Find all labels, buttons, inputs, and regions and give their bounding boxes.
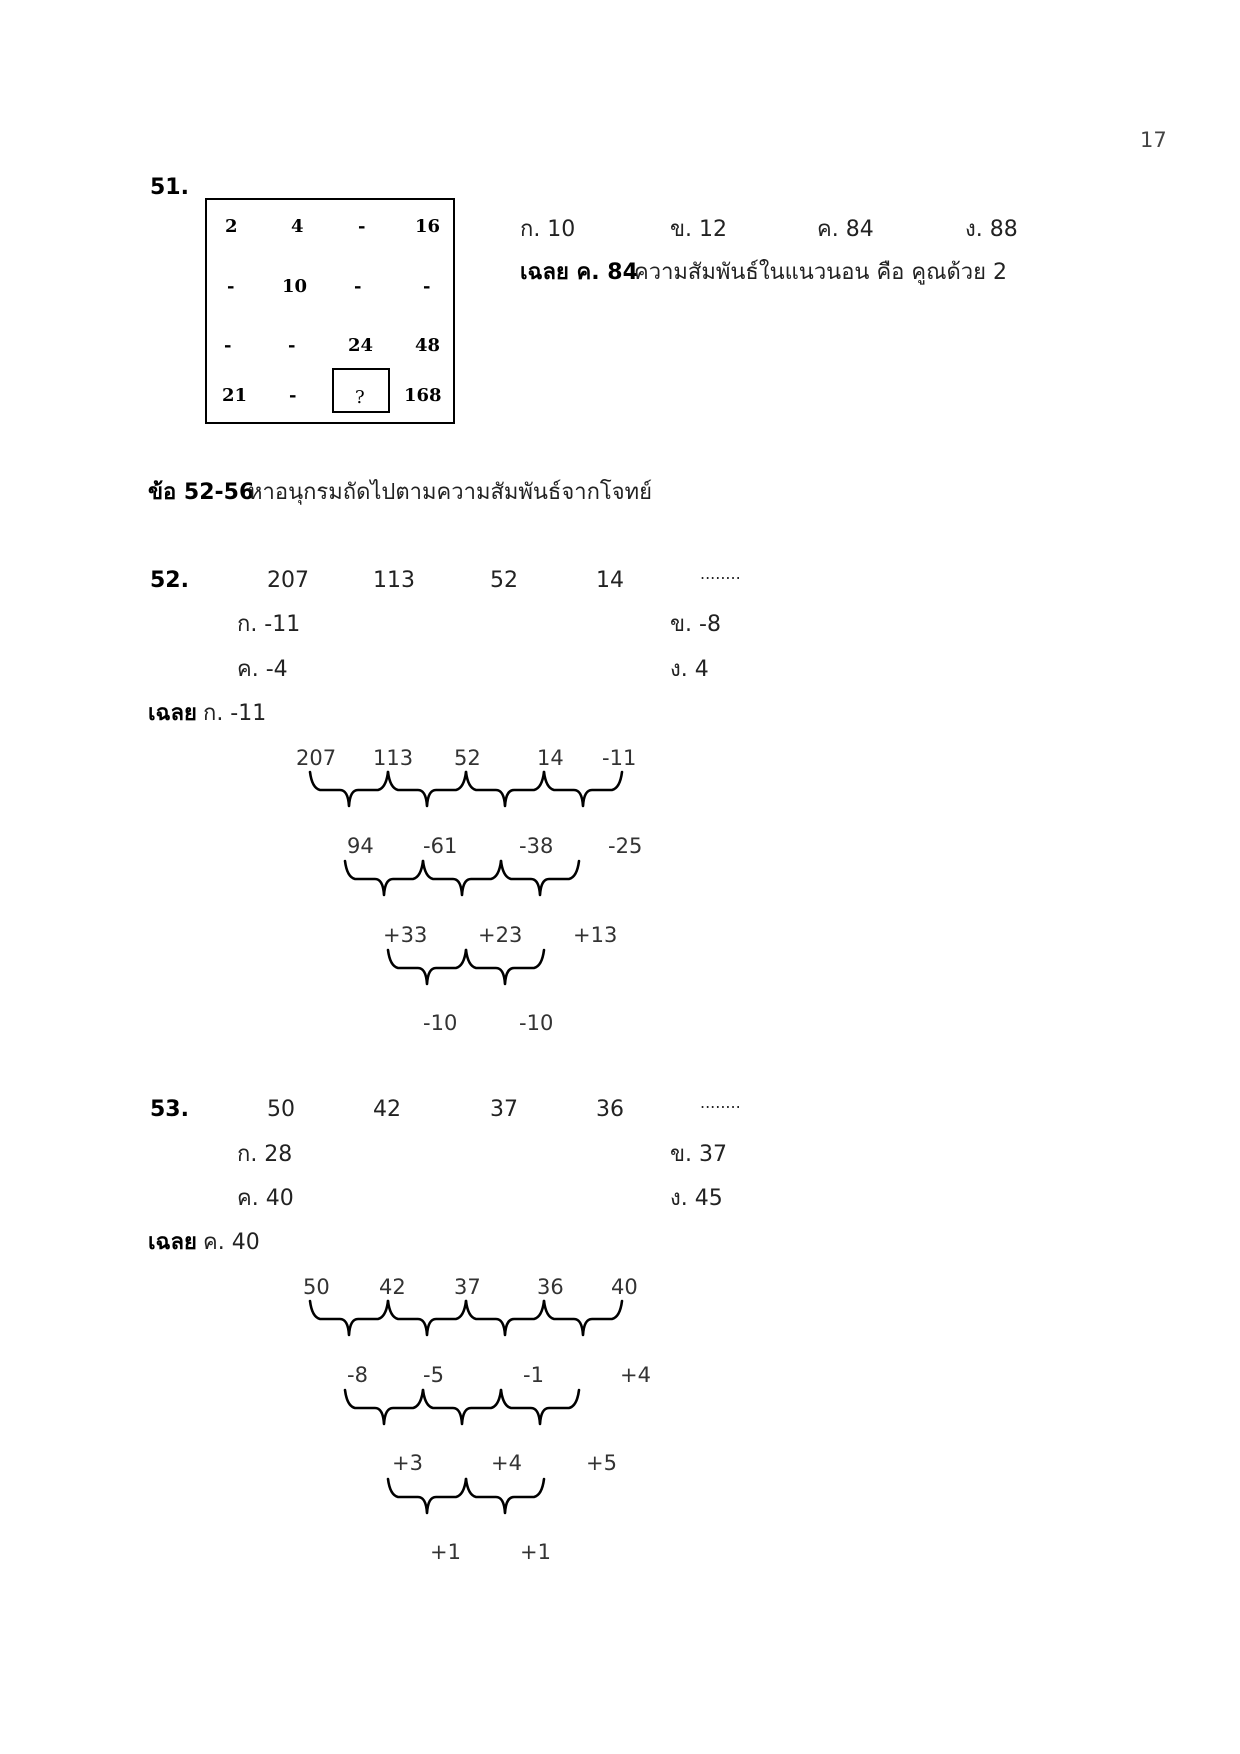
curly-brace bbox=[466, 950, 544, 984]
diagram-number: -10 bbox=[423, 1011, 458, 1035]
curly-brace bbox=[388, 1479, 466, 1513]
diagram-number: +4 bbox=[620, 1363, 651, 1387]
curly-brace bbox=[466, 1301, 544, 1335]
q52-choice: ก. -11 bbox=[237, 612, 301, 637]
grid-cell: 16 bbox=[415, 216, 441, 237]
curly-brace bbox=[423, 1390, 501, 1424]
q52-number: 52. bbox=[150, 568, 189, 593]
q51-choice: ง. 88 bbox=[965, 217, 1018, 242]
page-number: 17 bbox=[1140, 128, 1167, 152]
grid-cell: 2 bbox=[225, 216, 238, 237]
curly-brace bbox=[388, 772, 466, 806]
q53-answer-value: ค. 40 bbox=[203, 1230, 260, 1255]
diagram-number: +13 bbox=[573, 923, 618, 947]
section-label: ข้อ 52-56 bbox=[148, 480, 255, 505]
grid-cell: 48 bbox=[415, 335, 441, 356]
q53-number: 53. bbox=[150, 1097, 189, 1122]
curly-brace bbox=[310, 772, 388, 806]
grid-cell: 4 bbox=[291, 216, 304, 237]
q53-choice: ค. 40 bbox=[237, 1186, 294, 1211]
curly-brace bbox=[501, 1390, 579, 1424]
q53-answer-label: เฉลย bbox=[148, 1230, 197, 1255]
q53-choice: ก. 28 bbox=[237, 1142, 293, 1167]
q52-choice: ง. 4 bbox=[670, 657, 709, 682]
grid-cell: - bbox=[423, 276, 431, 297]
q52-term: 207 bbox=[267, 568, 309, 593]
curly-brace bbox=[345, 861, 423, 895]
brace-row bbox=[310, 1299, 630, 1339]
section-text: หาอนุกรมถัดไปตามความสัมพันธ์จากโจทย์ bbox=[248, 480, 653, 505]
diagram-number: 94 bbox=[347, 834, 374, 858]
curly-brace bbox=[501, 861, 579, 895]
curly-brace bbox=[388, 1301, 466, 1335]
curly-brace bbox=[544, 1301, 622, 1335]
q51-choice: ก. 10 bbox=[520, 217, 576, 242]
diagram-number: 50 bbox=[303, 1275, 330, 1299]
grid-cell: - bbox=[289, 385, 297, 406]
q53-term: 36 bbox=[596, 1097, 624, 1122]
q53-choice: ข. 37 bbox=[670, 1142, 728, 1167]
brace-row bbox=[345, 1388, 595, 1428]
diagram-number: 52 bbox=[454, 746, 481, 770]
diagram-number: -5 bbox=[423, 1363, 444, 1387]
q51-answer-text: ความสัมพันธ์ในแนวนอน คือ คูณด้วย 2 bbox=[634, 260, 1008, 285]
q53-blank: ........ bbox=[700, 1093, 741, 1112]
diagram-number: +1 bbox=[520, 1540, 551, 1564]
curly-brace bbox=[544, 772, 622, 806]
grid-cell: 168 bbox=[404, 385, 442, 406]
q52-blank: ........ bbox=[700, 564, 741, 583]
diagram-number: -10 bbox=[519, 1011, 554, 1035]
diagram-number: +5 bbox=[586, 1451, 617, 1475]
q51-number: 51. bbox=[150, 175, 189, 200]
q51-choice: ค. 84 bbox=[817, 217, 874, 242]
q53-choice: ง. 45 bbox=[670, 1186, 723, 1211]
grid-cell-question: ? bbox=[355, 387, 365, 408]
q52-term: 14 bbox=[596, 568, 624, 593]
diagram-number: 14 bbox=[537, 746, 564, 770]
q53-term: 50 bbox=[267, 1097, 295, 1122]
diagram-number: +33 bbox=[383, 923, 428, 947]
curly-brace bbox=[466, 772, 544, 806]
q52-term: 113 bbox=[373, 568, 415, 593]
q51-answer-label: เฉลย ค. 84 bbox=[520, 260, 638, 285]
diagram-number: 40 bbox=[611, 1275, 638, 1299]
diagram-number: 37 bbox=[454, 1275, 481, 1299]
q52-choice: ค. -4 bbox=[237, 657, 288, 682]
q53-term: 42 bbox=[373, 1097, 401, 1122]
curly-brace bbox=[388, 950, 466, 984]
grid-cell: - bbox=[288, 335, 296, 356]
grid-cell: - bbox=[358, 216, 366, 237]
diagram-number: -61 bbox=[423, 834, 458, 858]
diagram-number: -8 bbox=[347, 1363, 368, 1387]
brace-row bbox=[388, 948, 558, 988]
diagram-number: +23 bbox=[478, 923, 523, 947]
brace-row bbox=[388, 1477, 558, 1517]
diagram-number: 42 bbox=[379, 1275, 406, 1299]
brace-row bbox=[345, 859, 595, 899]
curly-brace bbox=[423, 861, 501, 895]
q52-choice: ข. -8 bbox=[670, 612, 721, 637]
diagram-number: +1 bbox=[430, 1540, 461, 1564]
q52-answer-value: ก. -11 bbox=[203, 701, 267, 726]
diagram-number: -38 bbox=[519, 834, 554, 858]
diagram-number: +3 bbox=[392, 1451, 423, 1475]
diagram-number: 113 bbox=[373, 746, 414, 770]
grid-cell: - bbox=[227, 276, 235, 297]
diagram-number: 36 bbox=[537, 1275, 564, 1299]
q52-answer-label: เฉลย bbox=[148, 701, 197, 726]
diagram-number: -25 bbox=[608, 834, 643, 858]
q53-term: 37 bbox=[490, 1097, 518, 1122]
diagram-number: 207 bbox=[296, 746, 337, 770]
grid-cell: 10 bbox=[282, 276, 308, 297]
grid-cell: 24 bbox=[348, 335, 374, 356]
grid-cell: - bbox=[354, 276, 362, 297]
curly-brace bbox=[310, 1301, 388, 1335]
diagram-number: -1 bbox=[523, 1363, 544, 1387]
diagram-number: -11 bbox=[602, 746, 637, 770]
curly-brace bbox=[345, 1390, 423, 1424]
diagram-number: +4 bbox=[491, 1451, 522, 1475]
curly-brace bbox=[466, 1479, 544, 1513]
brace-row bbox=[310, 770, 630, 810]
q51-choice: ข. 12 bbox=[670, 217, 728, 242]
q52-term: 52 bbox=[490, 568, 518, 593]
grid-cell: 21 bbox=[222, 385, 248, 406]
grid-cell: - bbox=[224, 335, 232, 356]
